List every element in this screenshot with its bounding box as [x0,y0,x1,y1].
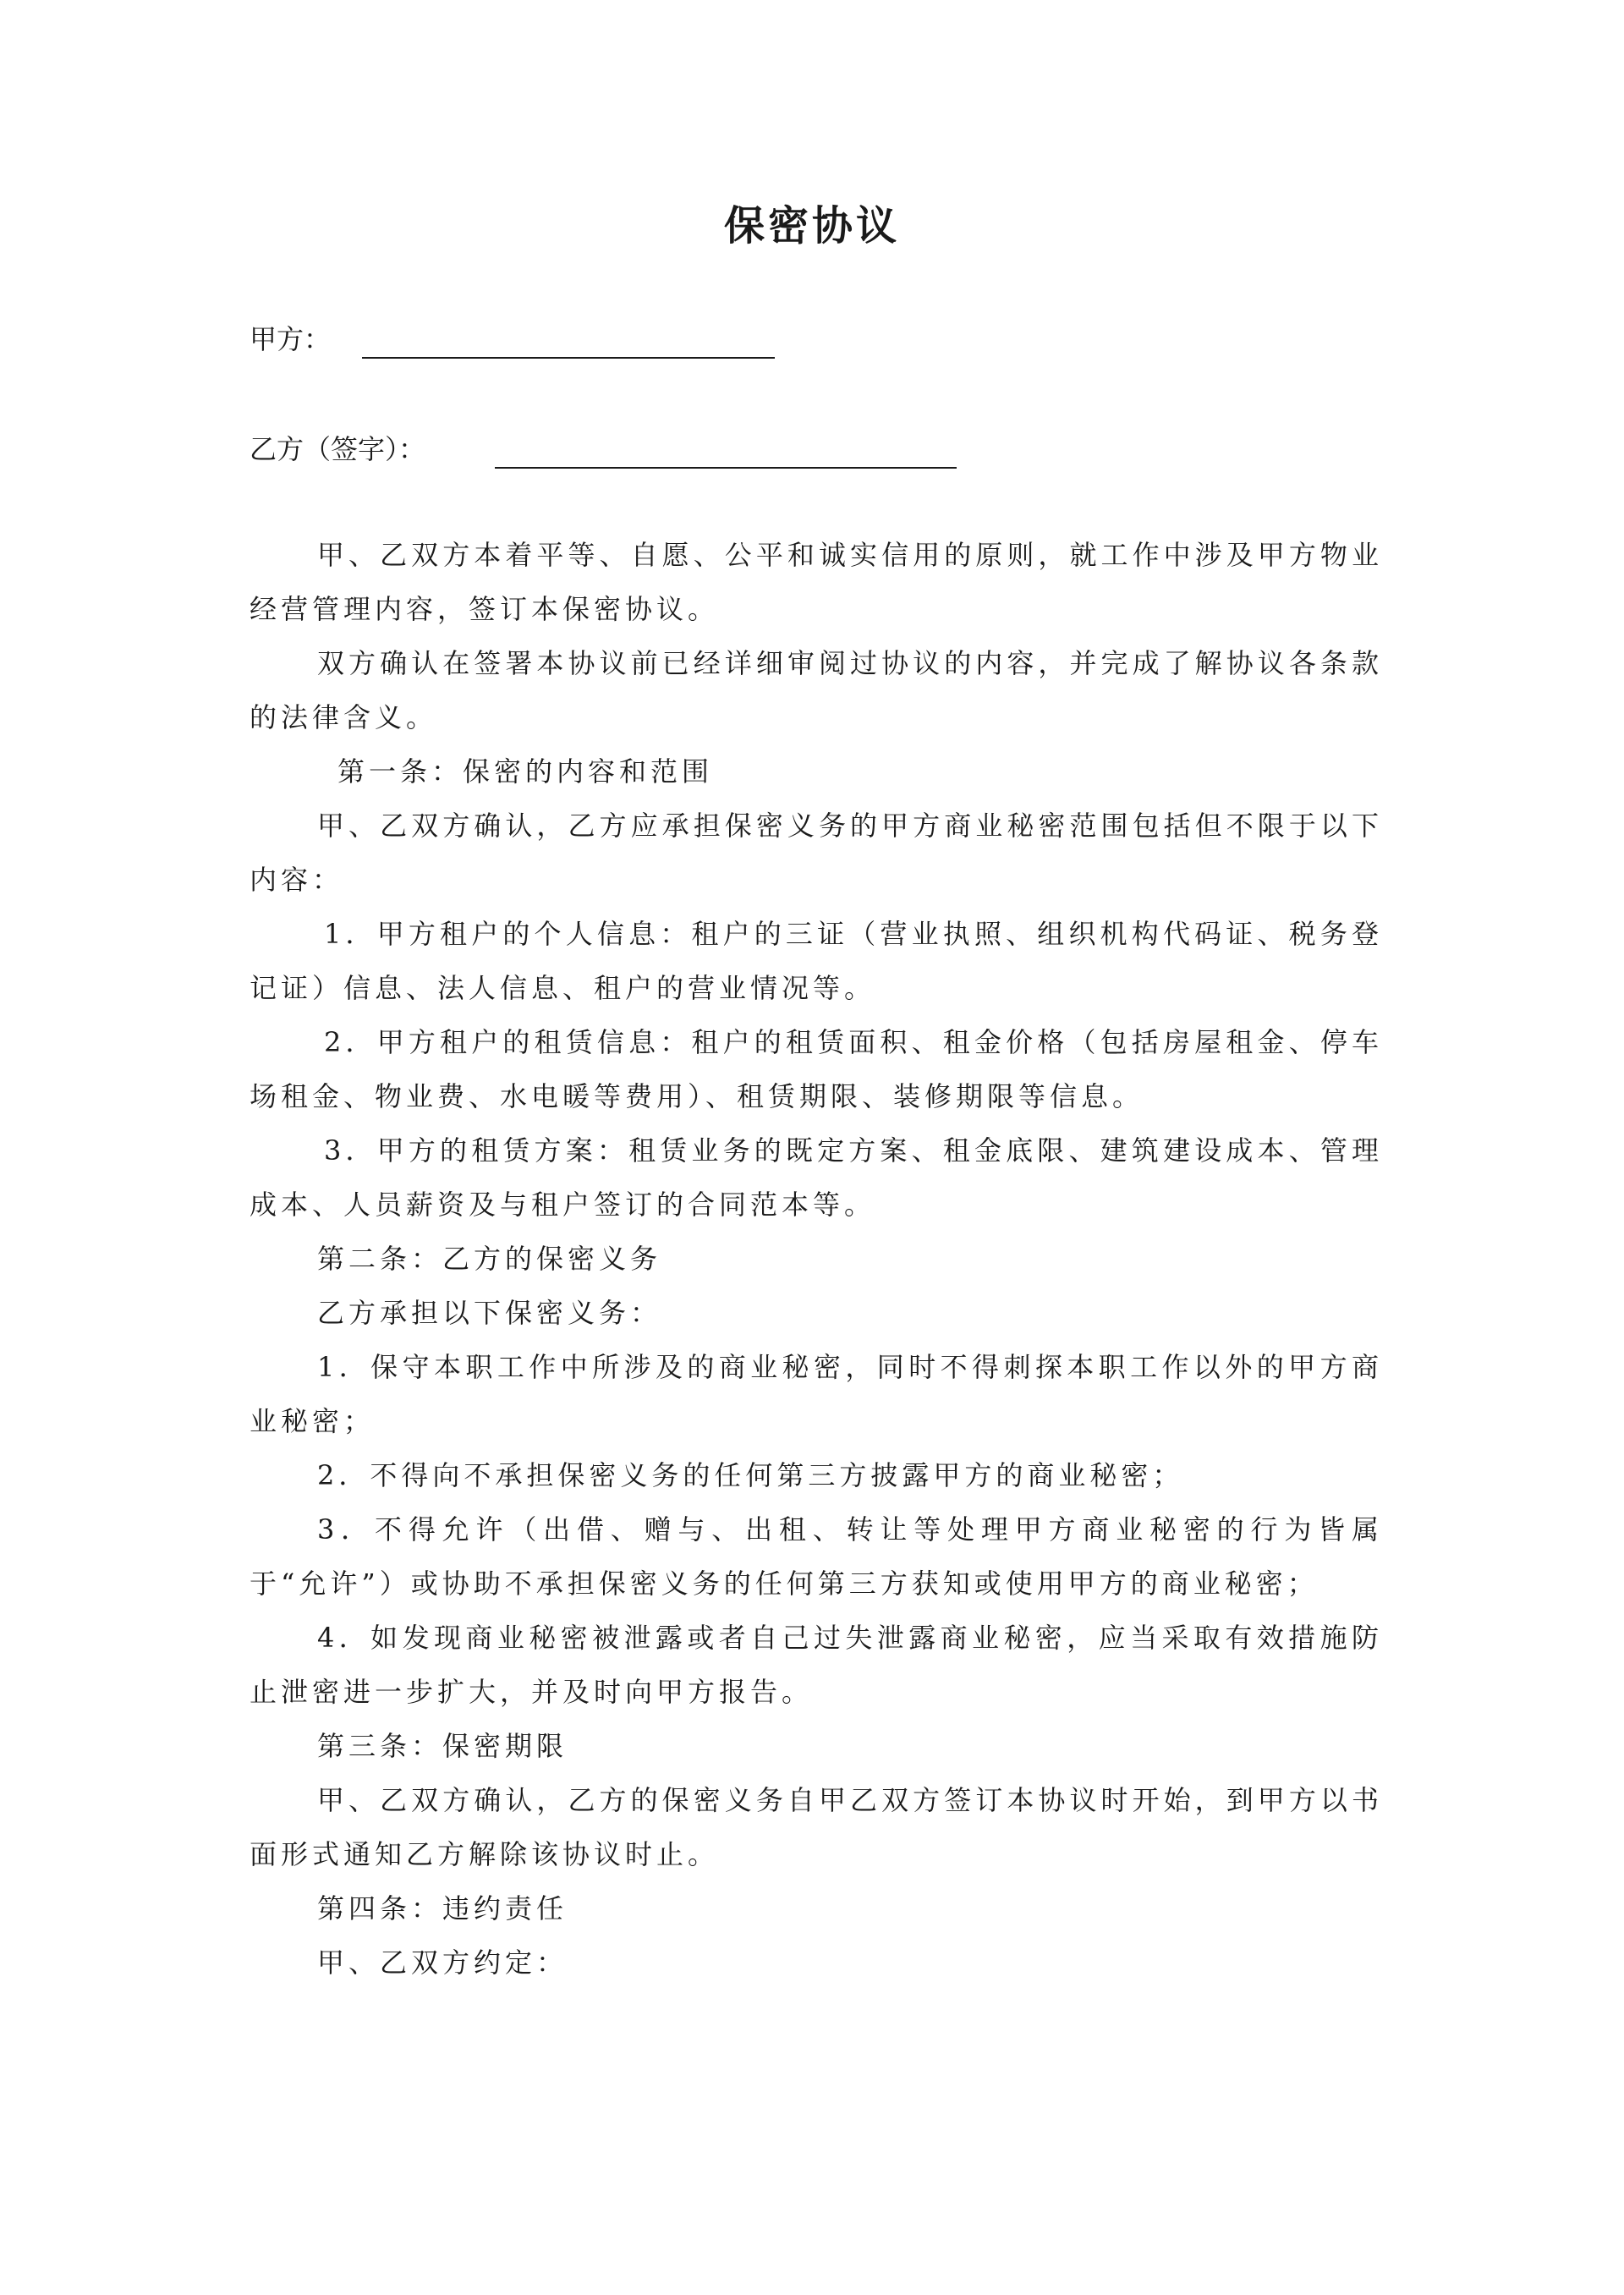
agreement-body [250,528,1383,1990]
article-1-heading: 第一条：保密的内容和范围 [337,755,714,788]
article-2-intro: 乙方承担以下保密义务： [317,1297,662,1329]
article-1-item-1: 1．甲方租户的个人信息：租户的三证（营业执照、组织机构代码证、税务登记证）信息、法人信息、租户的营业情况等。 [250,918,1383,1004]
party-a-line [250,318,331,360]
article-2-item-3: 3．不得允许（出借、赠与、出租、转让等处理甲方商业秘密的行为皆属于“允许”）或协助不承担保密义务的任何第三方获知或使用甲方的商业秘密； [250,1513,1383,1600]
article-2-item-1: 1．保守本职工作中所涉及的商业秘密，同时不得刺探本职工作以外的甲方商业秘密； [250,1351,1383,1437]
party-b-label: 乙方（签字）： [250,433,426,465]
article-1-intro: 甲、乙双方确认，乙方应承担保密义务的甲方商业秘密范围包括但不限于以下内容： [250,810,1383,896]
article-2-item-4: 4．如发现商业秘密被泄露或者自己过失泄露商业秘密，应当采取有效措施防止泄密进一步扩大，并及时向甲方报告。 [250,1622,1383,1708]
preamble-paragraph: 甲、乙双方本着平等、自愿、公平和诚实信用的原则，就工作中涉及甲方物业经营管理内容，签订本保密协议。 [250,539,1383,625]
confirmation-paragraph: 双方确认在签署本协议前已经详细审阅过协议的内容，并完成了解协议各条款的法律含义。 [250,647,1383,733]
article-2-item-2: 2．不得向不承担保密义务的任何第三方披露甲方的商业秘密； [317,1459,1184,1491]
party-b-line [250,428,425,470]
article-2-heading: 第二条：乙方的保密义务 [317,1243,662,1275]
party-a-signature-blank [362,357,775,359]
article-1-item-3: 3．甲方的租赁方案：租赁业务的既定方案、租金底限、建筑建设成本、管理成本、人员薪资及与租户签订的合同范本等。 [250,1134,1383,1221]
article-4-text: 甲、乙双方约定： [317,1946,568,1979]
article-1-item-2: 2．甲方租户的租赁信息：租户的租赁面积、租金价格（包括房屋租金、停车场租金、物业费、水电暖等费用）、租赁期限、装修期限等信息。 [250,1026,1383,1112]
party-b-signature-blank [495,467,957,469]
party-a-label: 甲方： [250,323,332,355]
document-title: 保密协议 [723,202,900,250]
article-4-heading: 第四条：违约责任 [317,1892,568,1924]
article-3-text: 甲、乙双方确认，乙方的保密义务自甲乙双方签订本协议时开始，到甲方以书面形式通知乙方解除该协议时止。 [250,1784,1383,1870]
article-3-heading: 第三条：保密期限 [317,1730,568,1762]
